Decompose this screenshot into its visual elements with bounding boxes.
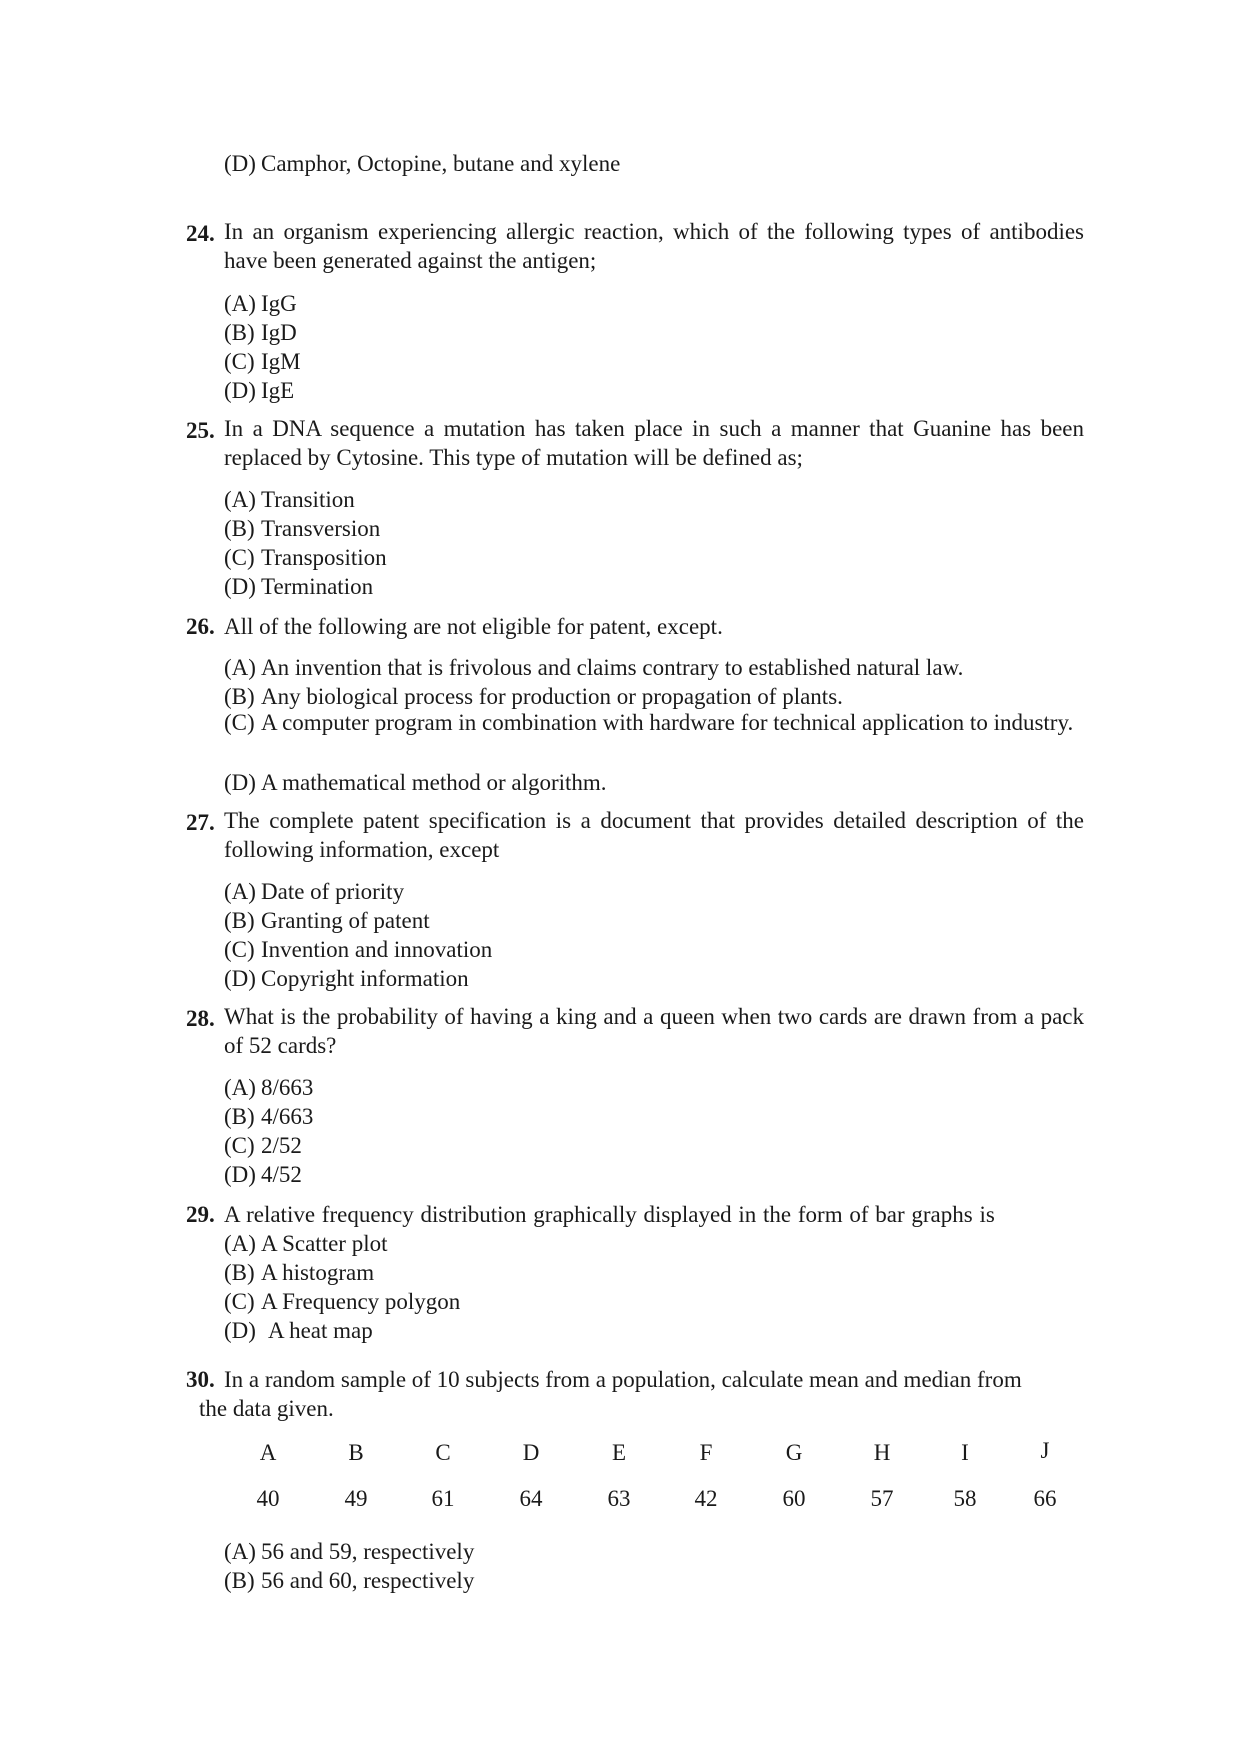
option-c [224,1134,302,1157]
option-a [224,656,963,679]
option-label: (D) [224,151,256,176]
option-a [224,488,355,511]
option-c [224,546,387,569]
option-label: (D) [224,770,256,795]
option-d [224,575,373,598]
option-text: Transversion [261,516,381,541]
table-value: 66 [1033,1486,1057,1511]
question-stem: In an organism experiencing allergic reaction, which of the following types of antibodies have been generated against the antigen; [224,219,1084,273]
option-label: (B) [224,1568,255,1593]
question-stem: In a random sample of 10 subjects from a population, calculate mean and median from [224,1367,1022,1392]
option-text: A histogram [261,1260,375,1285]
table-header: A [259,1440,277,1465]
option-a [224,292,297,315]
question-stem: What is the probability of having a king and a queen when two cards are drawn from a pack of 52 cards? [224,1004,1084,1058]
option-d [224,1319,373,1342]
option-text: An invention that is frivolous and claims contrary to established natural law. [261,655,964,680]
table-header: D [522,1440,540,1465]
option-label: (C) [224,710,255,735]
option-a [224,1540,474,1563]
option-text: 56 and 59, respectively [261,1539,475,1564]
option-text: Termination [261,574,374,599]
option-label: (B) [224,684,255,709]
option-label: (B) [224,516,255,541]
option-d [224,771,607,794]
table-value: 61 [431,1486,455,1511]
option-label: (B) [224,1104,255,1129]
option-label: (C) [224,1133,255,1158]
option-d [224,379,294,402]
table-value: 40 [256,1486,280,1511]
option-label: (B) [224,320,255,345]
option-b [224,909,430,932]
question-number: 30. [186,1367,215,1392]
option-text: Copyright information [261,966,469,991]
option-label: (A) [224,1231,256,1256]
option-text: Camphor, Octopine, butane and xylene [261,151,621,176]
option-text: 4/663 [261,1104,314,1129]
option-b [224,321,297,344]
option-b [224,1569,474,1592]
question-stem: All of the following are not eligible for patent, except. [224,614,723,639]
option-c [224,709,1084,737]
option-text: IgG [261,291,297,316]
option-label: (A) [224,879,256,904]
question-stem-continued: the data given. [199,1396,334,1421]
option-c [224,1290,460,1313]
table-header: H [873,1440,891,1465]
option-text: IgM [261,349,301,374]
question-number: 28. [186,1006,215,1031]
option-label: (C) [224,545,255,570]
option-a [224,1232,387,1255]
option-text: 56 and 60, respectively [261,1568,475,1593]
option-label: (D) [224,1318,256,1343]
option-d [224,967,469,990]
option-text: Invention and innovation [261,937,493,962]
option-b [224,517,380,540]
carryover-option [224,152,620,175]
option-c [224,938,492,961]
question-stem: A relative frequency distribution graphically displayed in the form of bar graphs is [224,1202,995,1227]
option-text: 4/52 [261,1162,302,1187]
table-header: G [785,1440,803,1465]
table-value: 60 [782,1486,806,1511]
option-text: Any biological process for production or propagation of plants. [261,684,843,709]
option-label: (D) [224,966,256,991]
option-b [224,1105,313,1128]
option-text: IgE [261,378,295,403]
option-d [224,1163,302,1186]
option-label: (A) [224,1075,256,1100]
option-label: (D) [224,1162,256,1187]
option-label: (A) [224,487,256,512]
option-label: (D) [224,378,256,403]
table-value: 42 [694,1486,718,1511]
question-number: 29. [186,1202,215,1227]
option-text: A Frequency polygon [261,1289,461,1314]
table-header: C [435,1440,451,1465]
option-text: A computer program in combination with hardware for technical application to industry. [261,710,1074,735]
option-text: 8/663 [261,1075,314,1100]
question-number: 25. [186,418,215,443]
option-text: Transposition [261,545,387,570]
question-stem: The complete patent specification is a document that provides detailed description of the following information, except [224,808,1084,862]
option-text: A mathematical method or algorithm. [261,770,607,795]
option-label: (B) [224,1260,255,1285]
option-a [224,880,404,903]
option-b [224,685,843,708]
table-header: J [1040,1438,1050,1463]
option-a [224,1076,313,1099]
question-number: 24. [186,221,215,246]
option-c [224,350,301,373]
table-value: 57 [870,1486,894,1511]
option-label: (C) [224,937,255,962]
option-label: (A) [224,655,256,680]
table-header: E [611,1440,627,1465]
question-number: 26. [186,614,215,639]
option-label: (A) [224,1539,256,1564]
table-value: 63 [607,1486,631,1511]
option-text: IgD [261,320,297,345]
option-text: Granting of patent [261,908,430,933]
option-label: (B) [224,908,255,933]
question-number: 27. [186,810,215,835]
option-label: (A) [224,291,256,316]
table-header: I [961,1440,969,1465]
option-text: 2/52 [261,1133,302,1158]
option-text: Transition [261,487,355,512]
question-stem: In a DNA sequence a mutation has taken place in such a manner that Guanine has been replaced by Cytosine. This type of mutation will be defined as; [224,416,1084,470]
option-b [224,1261,374,1284]
table-header: F [699,1440,713,1465]
table-value: 58 [953,1486,977,1511]
option-text: A Scatter plot [261,1231,388,1256]
option-label: (C) [224,349,255,374]
option-text: A heat map [268,1318,373,1343]
option-text: Date of priority [261,879,405,904]
option-label: (D) [224,574,256,599]
option-label: (C) [224,1289,255,1314]
table-value: 64 [519,1486,543,1511]
table-header: B [348,1440,364,1465]
table-value: 49 [344,1486,368,1511]
